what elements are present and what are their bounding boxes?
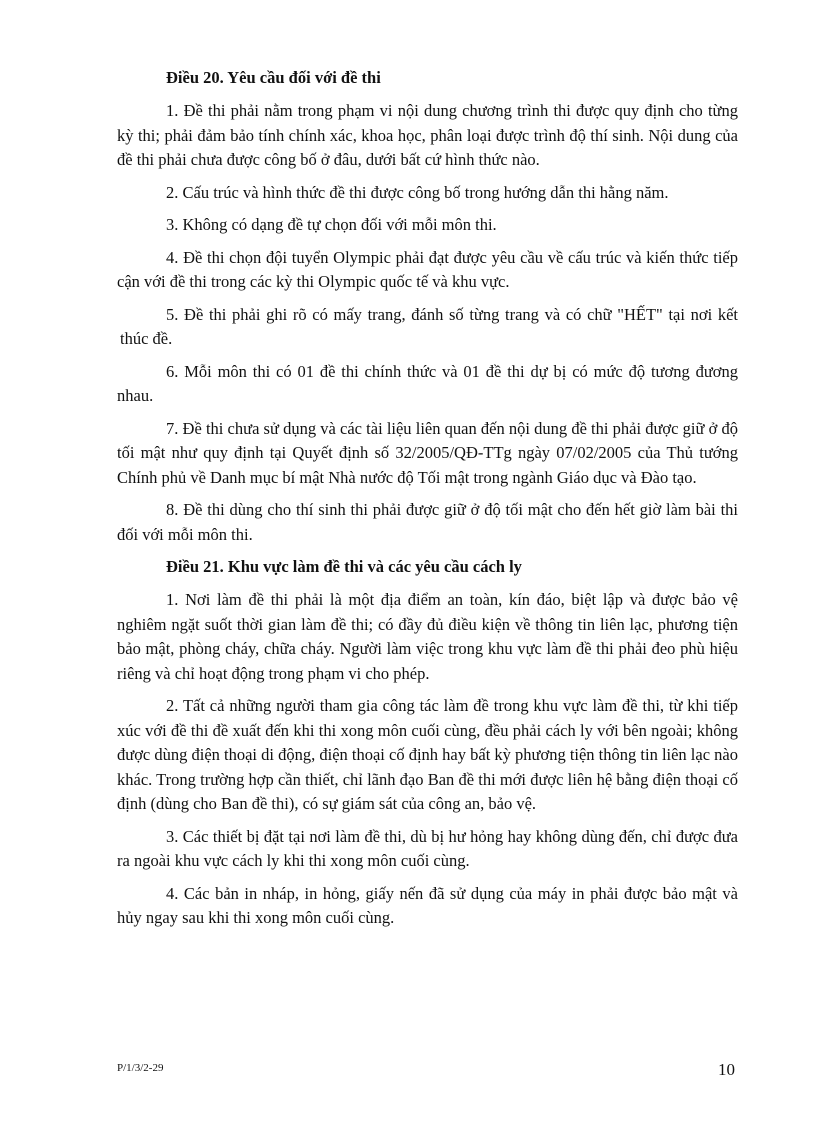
article-21-clause-1: 1. Nơi làm đề thi phải là một địa điểm an toàn, kín đáo, biệt lập và được bảo vệ nghiêm ngặt suốt thời gian làm đề thi; có đầy đủ điều kiện về thông tin liên lạc, phương tiện bảo mật, phòng cháy, chữa cháy. Người làm việc trong khu vực làm đề thi phải đeo phù hiệu riêng và chỉ hoạt động trong phạm vi cho phép. xyxy=(117,590,738,683)
article-20-clause-2: 2. Cấu trúc và hình thức đề thi được công bố trong hướng dẫn thi hằng năm. xyxy=(166,182,669,202)
article-20-clause-5: 5. Đề thi phải ghi rõ có mấy trang, đánh số từng trang và có chữ "HẾT" tại nơi kết thúc đề. xyxy=(120,304,738,348)
document-code: P/1/3/2-29 xyxy=(117,1062,164,1074)
article-21-heading: Điều 21. Khu vực làm đề thi và các yêu cầu cách ly xyxy=(166,557,522,576)
article-20-clause-6: 6. Mỗi môn thi có 01 đề thi chính thức và 01 đề thi dự bị có mức độ tương đương nhau. xyxy=(117,361,738,405)
article-20-clause-4: 4. Đề thi chọn đội tuyển Olympic phải đạt được yêu cầu về cấu trúc và kiến thức tiếp cận với đề thi trong các kỳ thi Olympic quốc tế và khu vực. xyxy=(117,247,738,291)
article-20-clause-7: 7. Đề thi chưa sử dụng và các tài liệu liên quan đến nội dung đề thi phải được giữ ở độ tối mật như quy định tại Quyết định số 32/2005/QĐ-TTg ngày 07/02/2005 của Thủ tướng Chính phủ về Danh mục bí mật Nhà nước độ Tối mật trong ngành Giáo dục và Đào tạo. xyxy=(117,418,738,487)
document-body xyxy=(117,66,738,939)
article-20-clause-1: 1. Đề thi phải nằm trong phạm vi nội dung chương trình thi được quy định cho từng kỳ thi; phải đảm bảo tính chính xác, khoa học, phân loại được trình độ thí sinh. Nội dung của đề thi phải chưa được công bố ở đâu, dưới bất cứ hình thức nào. xyxy=(117,101,738,169)
article-21-clause-4: 4. Các bản in nháp, in hỏng, giấy nến đã sử dụng của máy in phải được bảo mật và hủy ngay sau khi thi xong môn cuối cùng. xyxy=(117,883,738,927)
page-number: 10 xyxy=(718,1060,735,1079)
article-21-clause-2: 2. Tất cả những người tham gia công tác làm đề trong khu vực làm đề thi, từ khi tiếp xúc với đề thi đề xuất đến khi thi xong môn cuối cùng, đều phải cách ly với bên ngoài; không được dùng điện thoại di động, điện thoại cố định hay bất kỳ phương tiện thông tin liên lạc nào khác. Trong trường hợp cần thiết, chỉ lãnh đạo Ban đề thi mới được liên hệ bằng điện thoại cố định (dùng cho Ban đề thi), có sự giám sát của công an, bảo vệ. xyxy=(117,696,738,813)
article-21-clause-3: 3. Các thiết bị đặt tại nơi làm đề thi, dù bị hư hỏng hay không dùng đến, chỉ được đưa ra ngoài khu vực cách ly khi thi xong môn cuối cùng. xyxy=(117,826,738,870)
article-20-heading: Điều 20. Yêu cầu đối với đề thi xyxy=(166,68,381,87)
article-20-clause-3: 3. Không có dạng đề tự chọn đối với mỗi môn thi. xyxy=(166,215,497,234)
article-20-clause-8: 8. Đề thi dùng cho thí sinh thi phải được giữ ở độ tối mật cho đến hết giờ làm bài thi đối với mỗi môn thi. xyxy=(117,500,738,544)
